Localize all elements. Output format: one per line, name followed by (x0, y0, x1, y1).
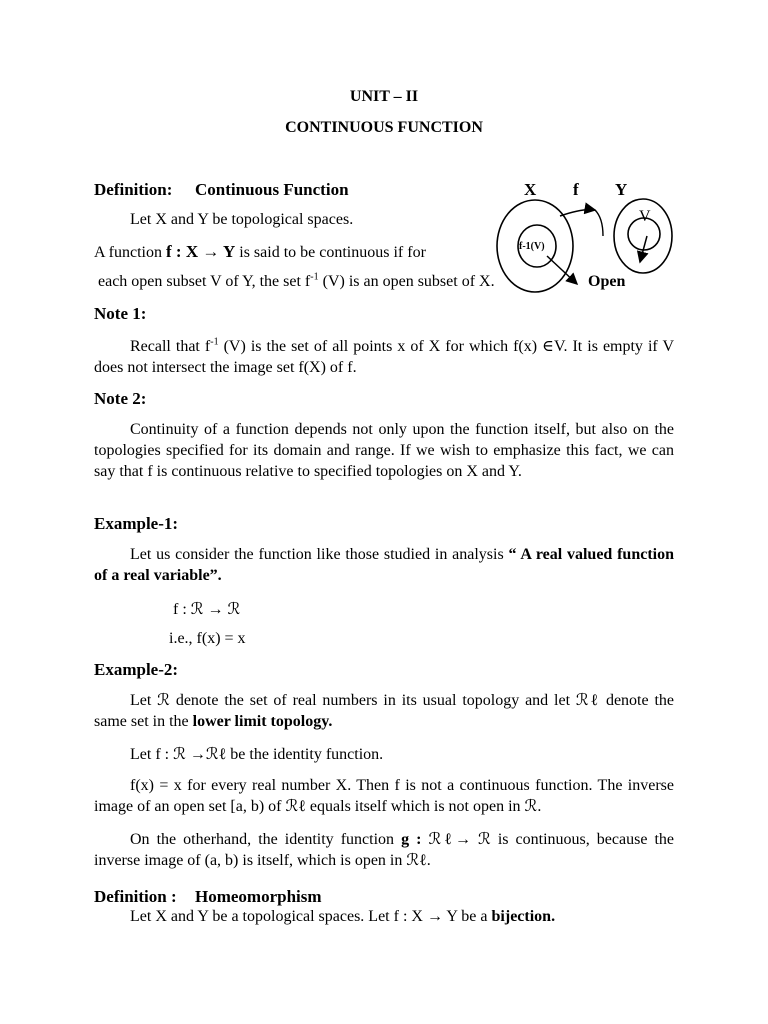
note-2-heading: Note 2: (94, 389, 147, 408)
definition-term: Continuous Function (195, 180, 349, 199)
diagram-v-label: V (639, 208, 651, 225)
unit-heading: UNIT – II (349, 88, 419, 105)
definition-line-3: each open subset V of Y, the set $f^{-1}$ (V) is an open subset of X. (98, 271, 495, 290)
diagram-label-f: f (573, 180, 579, 199)
note-2-text: Continuity of a function depends not only upon the function itself, but also on the topologies specified for its domain and range. If we wish to emphasize this fact, we can say that f is continuous relative to specified topologies on X and Y. (94, 421, 674, 480)
open-pointer-arrow (547, 256, 577, 284)
note-1-heading: Note 1: (94, 304, 147, 323)
example-2-para-1: Let ℛ denote the set of real numbers in its usual topology and let ℛℓ denote the same set in the lower limit topology. (94, 692, 674, 730)
mapping-arrow-tail (595, 210, 603, 236)
diagram-inverse-label: f-1(V) (519, 241, 545, 252)
definition-2-term: Homeomorphism (195, 887, 322, 906)
definition-line-2: A function f : X → Y is said to be continuous if for (94, 242, 426, 261)
note-1-text: Recall that $f^{-1}$ (V) is the set of all points x of X for which f(x) ∈V. It is empty if V does not intersect the image set f(X) of f. (94, 336, 675, 376)
example-1-text: Let us consider the function like those studied in analysis “ A real valued function of a real variable”. (94, 546, 675, 584)
example-2-heading: Example-2: (94, 660, 179, 679)
example-1-map: f : ℛ → ℛ (173, 601, 241, 618)
definition-line-1: Let X and Y be topological spaces. (130, 211, 354, 228)
mapping-arrow (560, 210, 595, 216)
example-1-ie: i.e., f(x) = x (169, 630, 246, 647)
definition-2-label: Definition : (94, 887, 177, 906)
definition-label: Definition: (94, 180, 173, 199)
diagram-label-x: X (524, 180, 537, 199)
example-1-heading: Example-1: (94, 514, 179, 533)
example-2-para-3: f(x) = x for every real number X. Then f is not a continuous function. The inverse image of an open set [a, b) of ℛℓ equals itself which is not open in ℛ. (94, 777, 674, 815)
example-2-para-2: Let f : ℛ →ℛℓ be the identity function. (130, 746, 384, 763)
definition-2-text: Let X and Y be a topological spaces. Let f : X → Y be a bijection. (130, 908, 556, 925)
diagram-open-label: Open (588, 273, 626, 290)
example-2-para-4: On the otherhand, the identity function g : ℛℓ→ ℛ is continuous, because the inverse image of (a, b) is itself, which is open in ℛℓ. (94, 831, 675, 869)
page-title: CONTINUOUS FUNCTION (285, 119, 483, 136)
diagram-label-y: Y (615, 180, 628, 199)
